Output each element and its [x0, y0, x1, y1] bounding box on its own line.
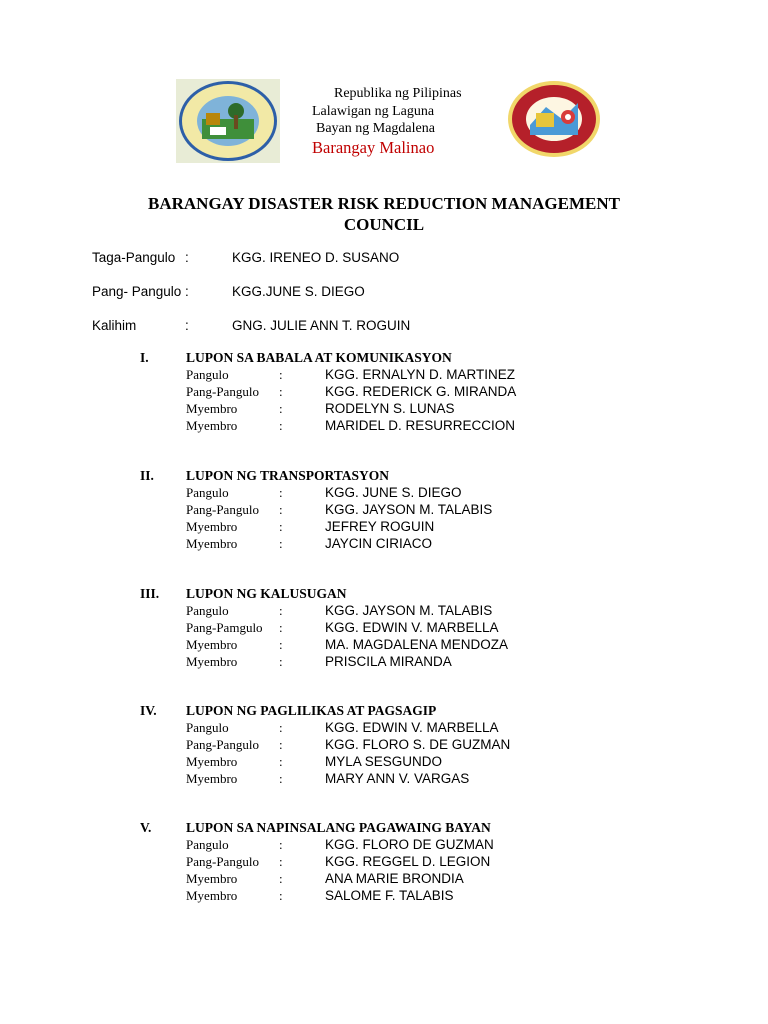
member-row	[186, 367, 706, 384]
member-row	[186, 720, 706, 737]
province-line: Lalawigan ng Laguna	[312, 104, 435, 119]
member-colon: :	[279, 401, 283, 416]
member-role: Myembro	[186, 401, 238, 416]
member-role: Myembro	[186, 519, 238, 534]
officer-role: Kalihim	[92, 318, 137, 333]
member-role: Pang-Pamgulo	[186, 620, 263, 635]
member-name: KGG. FLORO DE GUZMAN	[325, 837, 494, 852]
member-name: KGG. JUNE S. DIEGO	[325, 485, 462, 500]
member-colon: :	[279, 367, 283, 382]
member-colon: :	[279, 720, 283, 735]
member-name: KGG. JAYSON M. TALABIS	[325, 603, 493, 618]
officer-row	[92, 250, 592, 268]
member-role: Pangulo	[186, 485, 229, 500]
member-colon: :	[279, 620, 283, 635]
member-colon: :	[279, 603, 283, 618]
member-colon: :	[279, 871, 283, 886]
member-row	[186, 771, 706, 788]
member-colon: :	[279, 502, 283, 517]
member-row	[186, 519, 706, 536]
member-colon: :	[279, 418, 283, 433]
member-row	[186, 418, 706, 435]
committee-name: LUPON NG KALUSUGAN	[186, 586, 347, 601]
member-name: JEFREY ROGUIN	[325, 519, 435, 534]
member-name: SALOME F. TALABIS	[325, 888, 454, 903]
committee-name: LUPON SA BABALA AT KOMUNIKASYON	[186, 350, 452, 365]
committee-number: V.	[140, 820, 152, 835]
member-colon: :	[279, 837, 283, 852]
member-role: Pangulo	[186, 603, 229, 618]
member-colon: :	[279, 637, 283, 652]
member-colon: :	[279, 737, 283, 752]
member-colon: :	[279, 888, 283, 903]
committee-block	[140, 586, 700, 676]
member-row	[186, 837, 706, 854]
committee-number: I.	[140, 350, 149, 365]
committee-number: IV.	[140, 703, 157, 718]
member-colon: :	[279, 854, 283, 869]
committee-number: III.	[140, 586, 160, 601]
member-role: Pangulo	[186, 837, 229, 852]
committee-number: II.	[140, 468, 154, 483]
municipality-line: Bayan ng Magdalena	[316, 121, 435, 136]
officer-colon: :	[185, 284, 189, 299]
member-role: Pang-Pangulo	[186, 384, 259, 399]
officer-colon: :	[185, 318, 189, 333]
officer-name: KGG. IRENEO D. SUSANO	[232, 250, 400, 265]
member-role: Myembro	[186, 754, 238, 769]
member-name: KGG. ERNALYN D. MARTINEZ	[325, 367, 516, 382]
member-role: Myembro	[186, 871, 238, 886]
member-colon: :	[279, 654, 283, 669]
member-role: Pangulo	[186, 720, 229, 735]
member-row	[186, 536, 706, 553]
republic-line: Republika ng Pilipinas	[334, 86, 462, 101]
committee-block	[140, 468, 700, 558]
title-line-1: BARANGAY DISASTER RISK REDUCTION MANAGEMENT	[148, 194, 620, 213]
officer-role: Taga-Pangulo	[92, 250, 176, 265]
barangay-name: Barangay Malinao	[312, 138, 435, 157]
member-role: Myembro	[186, 536, 238, 551]
sagisag-ng-bayan-seal	[506, 79, 602, 159]
member-name: KGG. JAYSON M. TALABIS	[325, 502, 493, 517]
member-colon: :	[279, 519, 283, 534]
member-row	[186, 754, 706, 771]
committee-block	[140, 703, 700, 793]
member-colon: :	[279, 485, 283, 500]
officer-role: Pang- Pangulo	[92, 284, 182, 299]
officer-name: KGG.JUNE S. DIEGO	[232, 284, 365, 299]
member-row	[186, 485, 706, 502]
member-role: Myembro	[186, 637, 238, 652]
member-name: JAYCIN CIRIACO	[325, 536, 433, 551]
member-row	[186, 888, 706, 905]
member-name: KGG. REDERICK G. MIRANDA	[325, 384, 517, 399]
member-row	[186, 603, 706, 620]
member-row	[186, 854, 706, 871]
member-name: KGG. FLORO S. DE GUZMAN	[325, 737, 511, 752]
member-row	[186, 871, 706, 888]
member-row	[186, 384, 706, 401]
officer-colon: :	[185, 250, 189, 265]
member-role: Myembro	[186, 654, 238, 669]
officer-row	[92, 318, 592, 336]
member-role: Myembro	[186, 888, 238, 903]
member-name: MARIDEL D. RESURRECCION	[325, 418, 516, 433]
officer-row	[92, 284, 592, 302]
member-role: Pang-Pangulo	[186, 502, 259, 517]
committee-name: LUPON NG PAGLILIKAS AT PAGSAGIP	[186, 703, 437, 718]
member-row	[186, 637, 706, 654]
member-role: Myembro	[186, 418, 238, 433]
member-row	[186, 502, 706, 519]
member-row	[186, 620, 706, 637]
member-row	[186, 737, 706, 754]
member-colon: :	[279, 384, 283, 399]
member-role: Myembro	[186, 771, 238, 786]
officer-name: GNG. JULIE ANN T. ROGUIN	[232, 318, 411, 333]
member-role: Pang-Pangulo	[186, 737, 259, 752]
member-name: KGG. EDWIN V. MARBELLA	[325, 720, 499, 735]
member-name: MYLA SESGUNDO	[325, 754, 443, 769]
member-name: KGG. EDWIN V. MARBELLA	[325, 620, 499, 635]
committee-block	[140, 820, 700, 910]
member-name: RODELYN S. LUNAS	[325, 401, 455, 416]
member-role: Pangulo	[186, 367, 229, 382]
member-name: MA. MAGDALENA MENDOZA	[325, 637, 509, 652]
member-colon: :	[279, 771, 283, 786]
title-line-2: COUNCIL	[343, 215, 425, 234]
committee-name: LUPON NG TRANSPORTASYON	[186, 468, 390, 483]
member-colon: :	[279, 536, 283, 551]
member-name: ANA MARIE BRONDIA	[325, 871, 464, 886]
member-name: KGG. REGGEL D. LEGION	[325, 854, 491, 869]
member-role: Pang-Pangulo	[186, 854, 259, 869]
member-row	[186, 401, 706, 418]
member-name: MARY ANN V. VARGAS	[325, 771, 470, 786]
member-name: PRISCILA MIRANDA	[325, 654, 452, 669]
member-colon: :	[279, 754, 283, 769]
barangay-malinao-seal	[176, 79, 280, 163]
committee-name: LUPON SA NAPINSALANG PAGAWAING BAYAN	[186, 820, 491, 835]
member-row	[186, 654, 706, 671]
committee-block	[140, 350, 700, 440]
document-title	[120, 193, 648, 235]
